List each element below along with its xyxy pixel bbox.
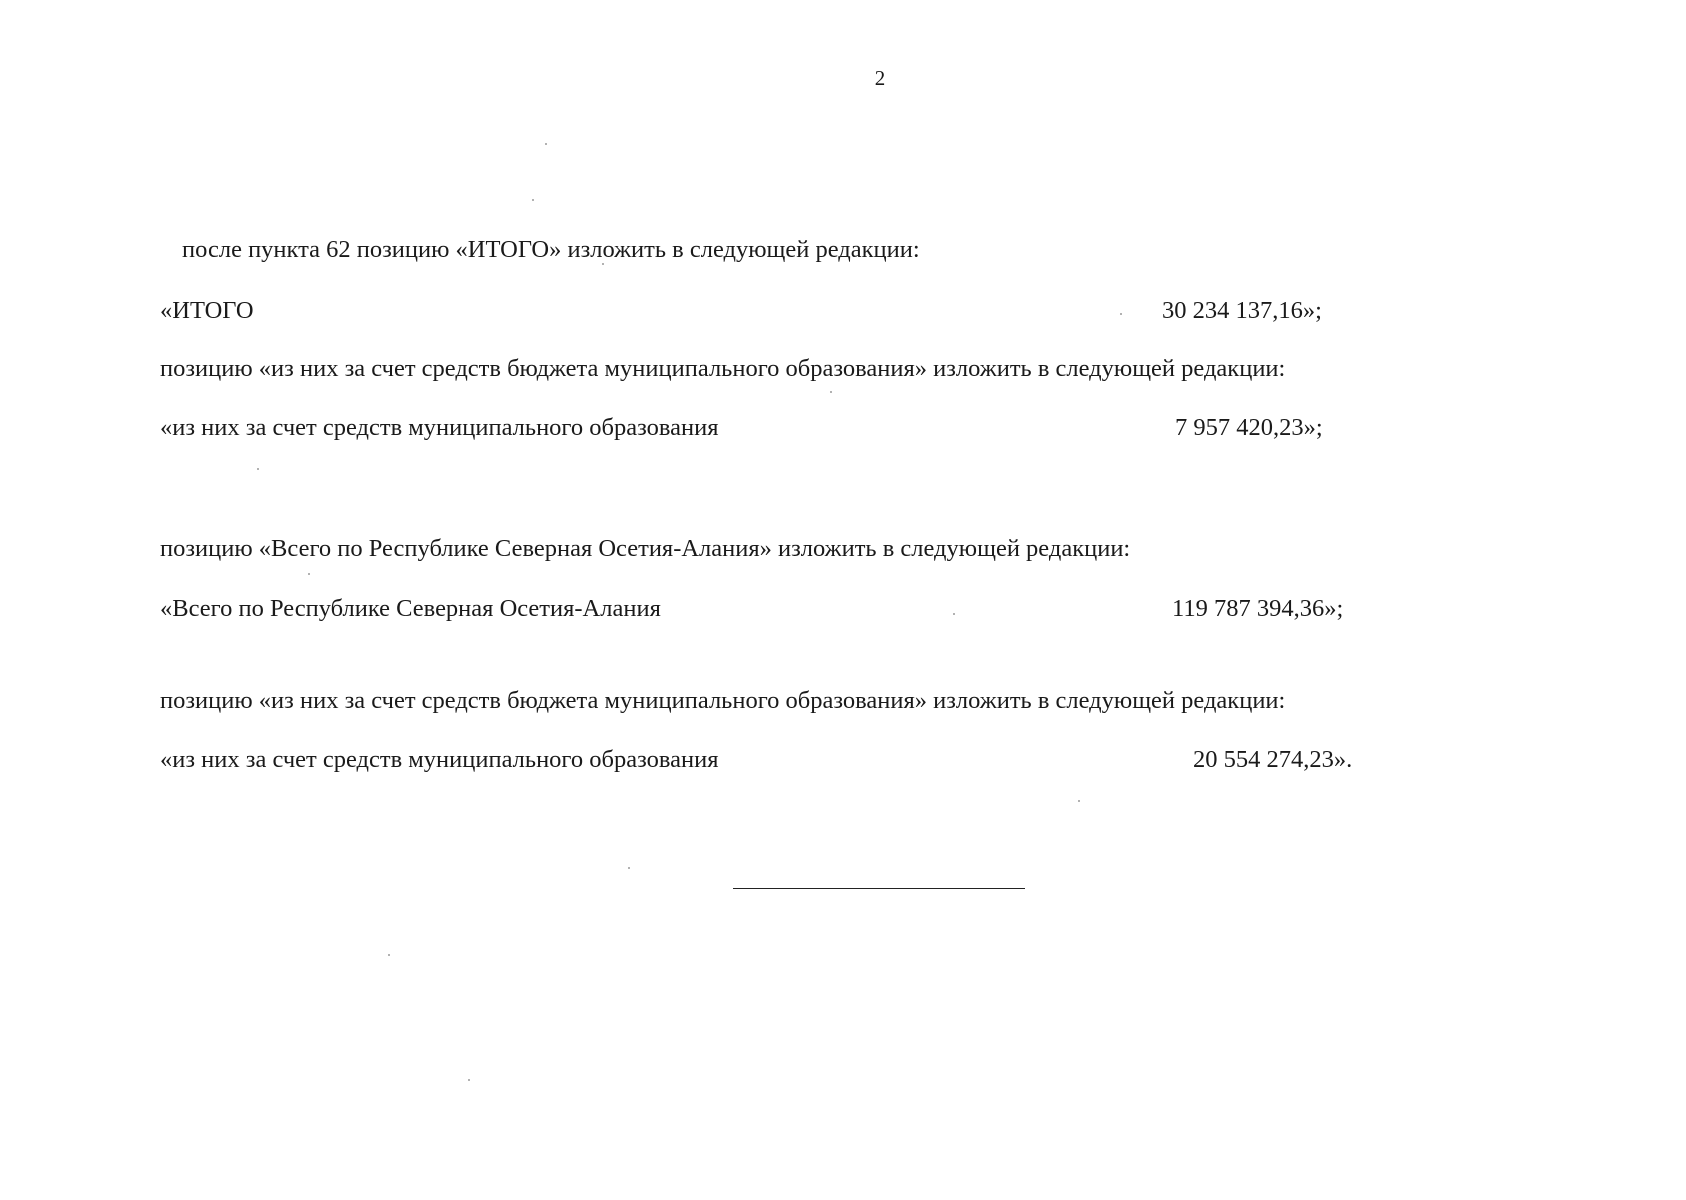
scan-speck [308, 573, 310, 575]
position-1-label: «из них за счет средств муниципального образования [160, 414, 719, 441]
scan-speck [388, 954, 390, 956]
scan-speck [1120, 313, 1122, 315]
closing-separator-line [733, 888, 1025, 889]
position-2-value: 119 787 394,36»; [1172, 595, 1344, 622]
intro-paragraph: после пункта 62 позицию «ИТОГО» изложить в следующей редакции: [182, 236, 920, 263]
position-3-label: «из них за счет средств муниципального образования [160, 746, 719, 773]
scan-speck [545, 143, 547, 145]
position-3-instruction: позицию «из них за счет средств бюджета муниципального образования» изложить в следующей редакции: [160, 687, 1286, 714]
position-1-value: 7 957 420,23»; [1175, 414, 1323, 441]
scan-speck [953, 613, 955, 615]
scan-speck [830, 391, 832, 393]
scan-speck [532, 199, 534, 201]
scan-speck [1078, 800, 1080, 802]
scan-speck [468, 1079, 470, 1081]
total-value: 30 234 137,16»; [1162, 297, 1322, 324]
total-label: «ИТОГО [160, 297, 254, 324]
scan-speck [602, 263, 604, 265]
position-2-label: «Всего по Республике Северная Осетия-Алания [160, 595, 661, 622]
scan-speck [257, 468, 259, 470]
position-1-instruction: позицию «из них за счет средств бюджета муниципального образования» изложить в следующей редакции: [160, 355, 1286, 382]
page-number: 2 [874, 66, 886, 90]
position-2-instruction: позицию «Всего по Республике Северная Осетия-Алания» изложить в следующей редакции: [160, 535, 1131, 562]
position-3-value: 20 554 274,23». [1193, 746, 1353, 773]
scan-speck [628, 867, 630, 869]
